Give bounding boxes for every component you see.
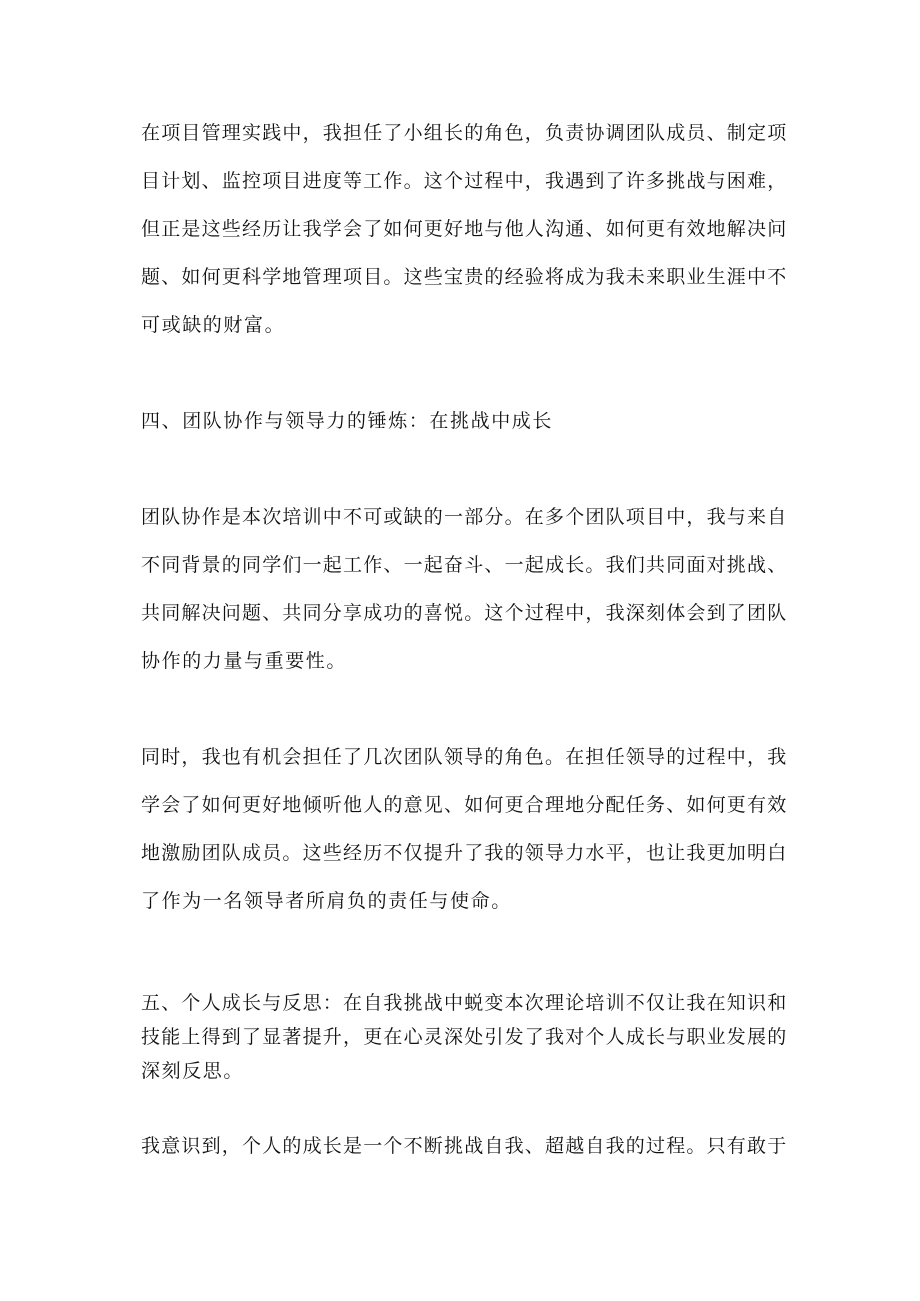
text-line: 在项目管理实践中，我担任了小组长的角色，负责协调团队成员、制定项 bbox=[141, 122, 788, 144]
text-line: 学会了如何更好地倾听他人的意见、如何更合理地分配任务、如何更有效 bbox=[141, 794, 788, 816]
text-line: 团队协作是本次培训中不可或缺的一部分。在多个团队项目中，我与来自 bbox=[141, 506, 788, 528]
text-line: 我意识到，个人的成长是一个不断挑战自我、超越自我的过程。只有敢于 bbox=[141, 1135, 788, 1157]
paragraph-leadership bbox=[141, 733, 791, 925]
text-line: 但正是这些经历让我学会了如何更好地与他人沟通、如何更有效地解决问 bbox=[141, 218, 788, 240]
text-line: 深刻反思。 bbox=[141, 1060, 245, 1082]
text-line: 共同解决问题、共同分享成功的喜悦。这个过程中，我深刻体会到了团队 bbox=[141, 602, 788, 624]
section-heading-4 bbox=[141, 397, 791, 445]
text-line: 可或缺的财富。 bbox=[141, 314, 286, 336]
paragraph-project-management bbox=[141, 109, 791, 349]
heading-text: 四、团队协作与领导力的锤炼：在挑战中成长 bbox=[141, 410, 554, 432]
text-line: 不同背景的同学们一起工作、一起奋斗、一起成长。我们共同面对挑战、 bbox=[141, 554, 788, 576]
paragraph-personal-growth bbox=[141, 986, 791, 1088]
paragraph-team-collaboration bbox=[141, 493, 791, 685]
text-line: 同时，我也有机会担任了几次团队领导的角色。在担任领导的过程中，我 bbox=[141, 746, 788, 768]
text-line: 技能上得到了显著提升，更在心灵深处引发了我对个人成长与职业发展的 bbox=[141, 1026, 788, 1048]
text-line: 地激励团队成员。这些经历不仅提升了我的领导力水平，也让我更加明白 bbox=[141, 842, 788, 864]
text-line: 了作为一名领导者所肩负的责任与使命。 bbox=[141, 890, 512, 912]
text-line: 五、个人成长与反思：在自我挑战中蜕变本次理论培训不仅让我在知识和 bbox=[141, 992, 788, 1014]
text-line: 协作的力量与重要性。 bbox=[141, 650, 348, 672]
text-line: 目计划、监控项目进度等工作。这个过程中，我遇到了许多挑战与困难， bbox=[141, 170, 788, 192]
text-line: 题、如何更科学地管理项目。这些宝贵的经验将成为我未来职业生涯中不 bbox=[141, 266, 788, 288]
paragraph-self-challenge bbox=[141, 1122, 791, 1170]
